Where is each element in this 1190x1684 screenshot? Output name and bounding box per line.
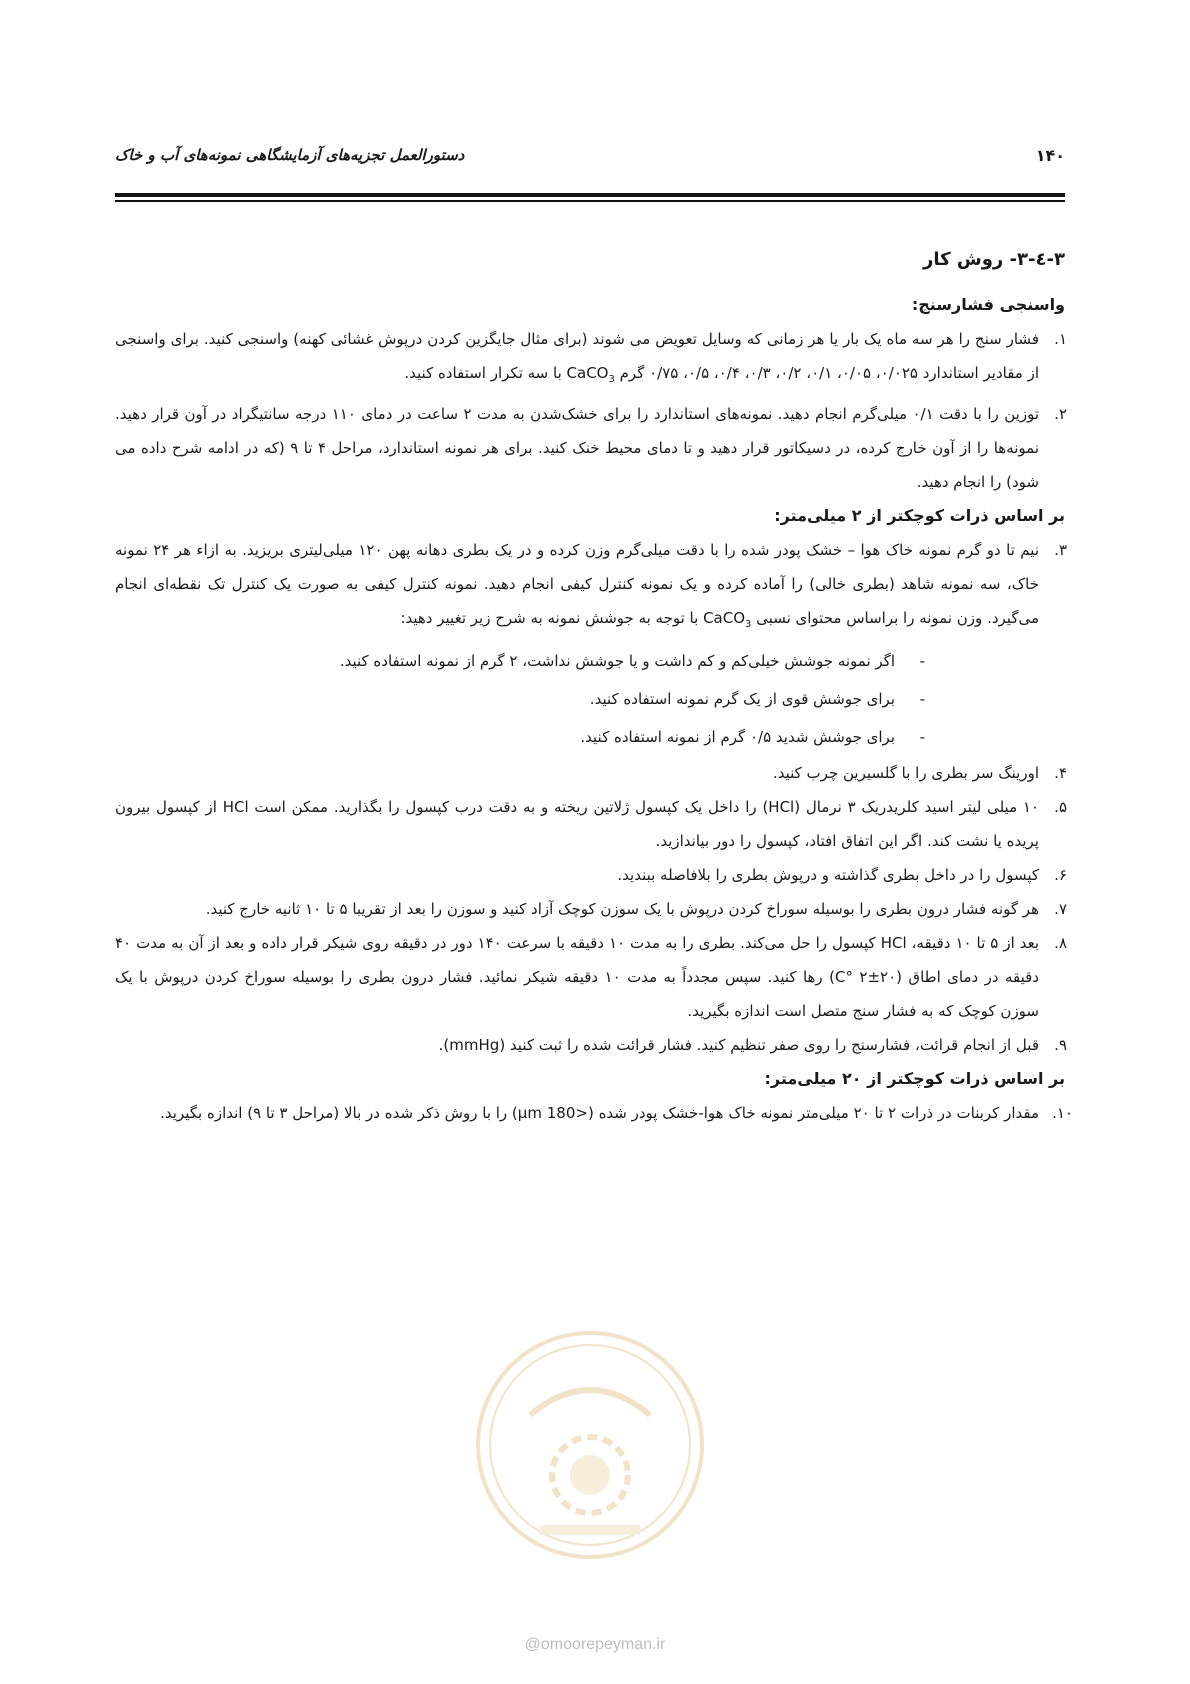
item-number: ۱.	[1054, 330, 1067, 348]
fine-particles-list	[115, 533, 1065, 642]
bullet-item: - اگر نمونه جوشش خیلی‌کم و کم داشت و یا جوشش نداشت، ۲ گرم از نمونه استفاده کنید.	[339, 652, 925, 670]
item-text: ۱۰ میلی لیتر اسید کلریدریک ۳ نرمال (HCl) را داخل یک کپسول ژلاتین ریخته و به دقت درب کپسول را بگذارید. ممکن است HCl از کپسول بیرون پریده یا نشت کند. اگر این اتفاق افتاد، کپسول را دور بیاندازید.	[115, 798, 1040, 850]
chem-formula: CaCO$_3$	[566, 364, 615, 385]
list-item	[115, 858, 1067, 892]
list-item	[115, 397, 1067, 499]
item-text: نیم تا دو گرم نمونه خاک هوا – خشک پودر شده را با دقت میلی‌گرم وزن کرده و در یک بطری دهانه پهن ۱۲۰ میلی‌لیتری بریزید. به ازاء هر ۲۴ نمونه خاک، سه نمونه شاهد (بطری خالی) را آماده کرده و یک نمونه کنترل کیفی انجام دهید. نمونه کنترل کیفی به صورت یک کنترل تک نقطه‌ای انجام می‌گیرد. وزن نمونه را براساس محتوای نسبی	[115, 541, 1039, 627]
calibration-heading: واسنجی فشارسنج:	[911, 295, 1065, 314]
chem-formula: CaCO$_3$	[703, 609, 752, 630]
list-item	[115, 1096, 1073, 1130]
page-header	[115, 140, 1065, 170]
item-number: ۸.	[1054, 934, 1067, 952]
list-item: ۳. نیم تا دو گرم نمونه خاک هوا – خشک پودر شده را با دقت میلی‌گرم وزن کرده و در یک بطری دهانه پهن ۱۲۰ میلی‌لیتری بریزید. به ازاء هر ۲۴ نمونه خاک، سه نمونه شاهد (بطری خالی) را آماده کرده و یک نمونه کنترل کیفی انجام دهید. نمونه کنترل کیفی به صورت یک کنترل تک نقطه‌ای انجام می‌گیرد. وزن نمونه را براساس محتوای نسبی CaCO$_3$ با توجه به جوشش نمونه به شرح زیر تغییر دهید:	[115, 533, 1039, 642]
coarse-particles-heading: بر اساس ذرات کوچکتر از ۲۰ میلی‌متر:	[764, 1069, 1065, 1088]
list-item	[115, 892, 1067, 926]
item-text: بعد از ۵ تا ۱۰ دقیقه، HCl کپسول را حل می‌کند. بطری را به مدت ۱۰ دقیقه با سرعت ۱۴۰ دور در دقیقه روی شیکر قرار داده و بعد از آن به مدت ۴۰ دقیقه در دمای اطاق (۲۰±۲ °C) رها کنید. سپس مجدداً به مدت ۱۰ دقیقه شیکر نمائید. فشار درون بطری را بوسیله سوراخ کردن درپوش با یک سوزن کوچک که به فشار سنج متصل است اندازه بگیرید.	[115, 934, 1040, 1020]
section-heading: ۳-٤-۳- روش کار	[923, 249, 1065, 270]
list-item	[115, 756, 1067, 790]
header-rule-thick	[115, 193, 1065, 197]
footer-site: @omoorepeyman.ir	[524, 1636, 666, 1653]
header-title: دستورالعمل تجزیه‌های آزمایشگاهی نمونه‌های آب و خاک	[115, 146, 465, 164]
list-item	[115, 926, 1067, 1028]
coarse-particles-list	[115, 1096, 1073, 1130]
calibration-list	[115, 322, 1065, 499]
item-number: ۷.	[1054, 900, 1067, 918]
item-number: ۶.	[1054, 866, 1067, 884]
item-text: مقدار کربنات در ذرات ۲ تا ۲۰ میلی‌متر نمونه خاک هوا-خشک پودر شده (<180 µm) را با روش ذکر شده در بالا (مراحل ۳ تا ۹) اندازه بگیرید.	[160, 1104, 1039, 1122]
bullet-item: - برای جوشش قوی از یک گرم نمونه استفاده کنید.	[589, 690, 925, 708]
list-item	[115, 790, 1067, 858]
item-text: اورینگ سر بطری را با گلسیرین چرب کنید.	[772, 764, 1039, 782]
page-number: ۱۴۰	[1035, 145, 1065, 165]
watermark-seal	[470, 1325, 710, 1565]
item-number: ۱۰.	[1052, 1104, 1073, 1122]
item-text: قبل از انجام قرائت، فشارسنج را روی صفر تنظیم کنید. فشار قرائت شده را ثبت کنید (mmHg).	[438, 1036, 1039, 1054]
item-number: ۲.	[1054, 405, 1067, 423]
item-text: کپسول را در داخل بطری گذاشته و درپوش بطری را بلافاصله ببندید.	[617, 866, 1039, 884]
weight-bullets	[115, 642, 1065, 756]
item-text: توزین را با دقت ۰/۱ میلی‌گرم انجام دهید. نمونه‌های استاندارد را برای خشک‌شدن به مدت ۲ ساعت در دمای ۱۱۰ درجه سانتیگراد در آون قرار دهید. نمونه‌ها را از آون خارج کرده، در دسیکاتور قرار دهید و تا دمای محیط خنک کنید. برای هر نمونه استاندارد، مراحل ۴ تا ۹ (که در ادامه شرح داده می شود) را انجام دهید.	[115, 405, 1040, 491]
list-item	[115, 1028, 1067, 1062]
list-item: ۱. فشار سنج را هر سه ماه یک بار یا هر زمانی که وسایل تعویض می شوند (برای مثال جایگزین کردن درپوش غشائی کهنه) واسنجی کنید. برای واسنجی از مقادیر استاندارد ۰/۰۲۵، ۰/۰۵، ۰/۱، ۰/۲، ۰/۳، ۰/۴، ۰/۵، ۰/۷۵ گرم CaCO$_3$ با سه تکرار استفاده کنید.	[115, 322, 1039, 397]
header-rule-thin	[115, 200, 1065, 202]
item-number: ۹.	[1054, 1036, 1067, 1054]
item-number: ۵.	[1054, 798, 1067, 816]
item-text: فشار سنج را هر سه ماه یک بار یا هر زمانی که وسایل تعویض می شوند (برای مثال جایگزین کردن درپوش غشائی کهنه) واسنجی کنید. برای واسنجی از مقادیر استاندارد ۰/۰۲۵، ۰/۰۵، ۰/۱، ۰/۲، ۰/۳، ۰/۴، ۰/۵، ۰/۷۵ گرم	[115, 330, 1039, 382]
fine-particles-heading: بر اساس ذرات کوچکتر از ۲ میلی‌متر:	[774, 506, 1065, 525]
procedure-list	[115, 756, 1065, 1062]
item-number: ۴.	[1054, 764, 1067, 782]
item-number: ۳.	[1054, 541, 1067, 559]
page-content	[115, 240, 1073, 1130]
item-text: هر گونه فشار درون بطری را بوسیله سوراخ کردن درپوش با یک سوزن کوچک آزاد کنید و سوزن را بعد از تقریبا ۵ تا ۱۰ ثانیه خارج کنید.	[205, 900, 1039, 918]
bullet-item: - برای جوشش شدید ۰/۵ گرم از نمونه استفاده کنید.	[580, 728, 925, 746]
